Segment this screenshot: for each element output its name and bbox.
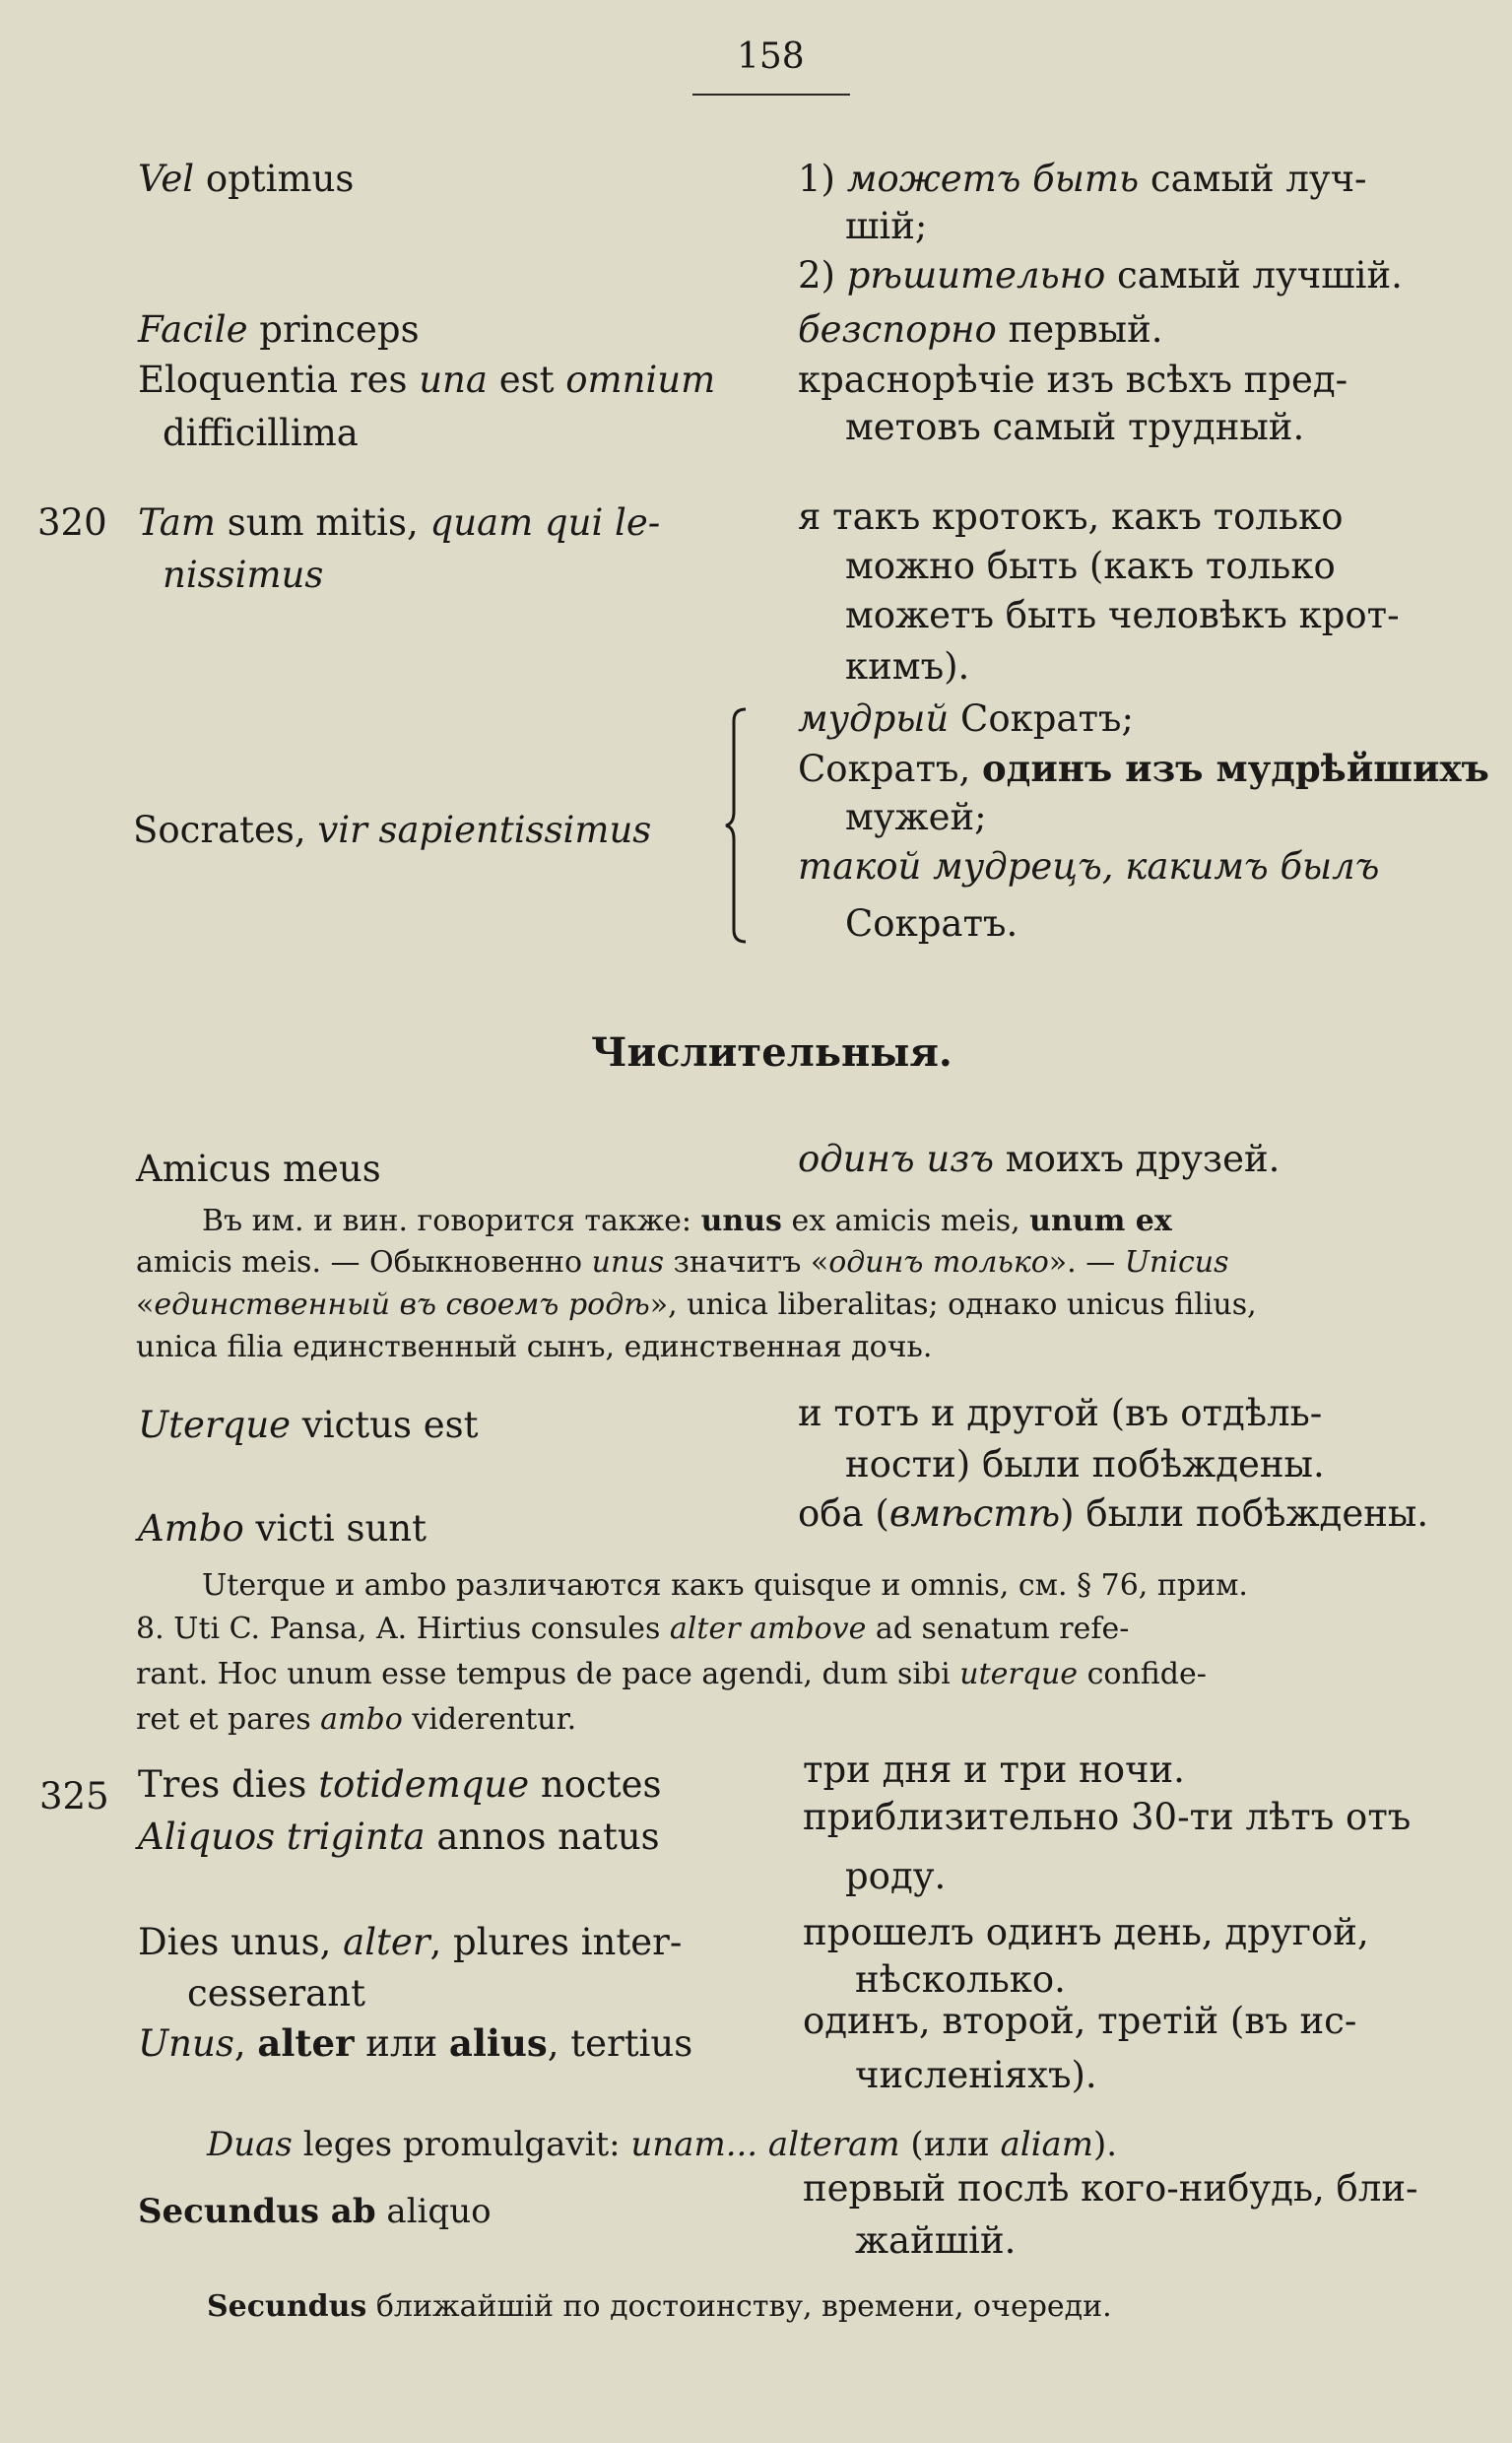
text-run: нѣсколько. <box>855 1958 1066 2001</box>
text-run: ». — <box>1048 1245 1125 1280</box>
row-dies-latin-2 <box>187 1972 365 2015</box>
row-aliquos-ru-1 <box>803 1796 1411 1839</box>
text-run: значитъ « <box>664 1245 829 1280</box>
text-run: omnium <box>565 359 716 401</box>
text-run: безспорно <box>798 308 997 351</box>
text-run: вмѣстѣ <box>888 1492 1061 1535</box>
curly-brace-icon <box>724 707 754 944</box>
text-run: Secundus <box>207 2289 367 2324</box>
row-unus-ru-2 <box>855 2054 1097 2097</box>
text-run: confide- <box>1078 1657 1207 1691</box>
text-run: difficillima <box>163 412 359 454</box>
text-run: Aliquos triginta <box>138 1816 426 1858</box>
text-run: ) были побѣждены. <box>1060 1492 1429 1535</box>
row-socrates-ru-2 <box>798 747 1489 791</box>
note-uterque-4 <box>136 1700 576 1740</box>
text-run: одинъ, второй, третій (въ ис- <box>803 2000 1357 2042</box>
text-run: мудрый <box>798 697 950 740</box>
text-run: жайшій. <box>855 2219 1017 2262</box>
row-vel-ru-2 <box>845 205 927 248</box>
row-ambo-ru <box>798 1492 1428 1536</box>
text-run: метовъ самый трудный. <box>845 406 1305 448</box>
text-run: unus <box>591 1245 664 1280</box>
note-unus-3 <box>136 1286 1257 1325</box>
text-run: », unica liberalitas; однако unicus filius, <box>649 1288 1257 1322</box>
text-run: 2) <box>798 254 847 297</box>
row-secundus-ru-1 <box>803 2167 1418 2211</box>
text-run: unus <box>700 1204 782 1238</box>
page-number: 158 <box>737 36 805 77</box>
text-run: прошелъ одинъ день, другой, <box>803 1911 1369 1953</box>
row-tres-ru <box>803 1749 1185 1792</box>
row-tam-ru-3 <box>845 594 1400 637</box>
text-run: самый лучшій. <box>1105 254 1403 297</box>
text-run: ). <box>1092 2125 1118 2164</box>
text-run: первый послѣ кого-нибудь, бли- <box>803 2167 1418 2210</box>
text-run: unica filia единственный сынъ, единственная дочь. <box>136 1330 933 1364</box>
text-run: мужей; <box>845 796 987 838</box>
text-run: , plures inter- <box>429 1921 683 1963</box>
text-run: cesserant <box>187 1972 365 2014</box>
header-rule <box>692 94 850 96</box>
text-run: или <box>354 2022 449 2065</box>
row-secundus-latin <box>138 2190 492 2233</box>
text-run: такой мудрецъ, какимъ былъ <box>798 845 1380 888</box>
row-aliquos-latin <box>138 1816 660 1859</box>
text-run: одинъ изъ <box>798 1138 995 1180</box>
text-run: ности) были побѣждены. <box>845 1443 1325 1486</box>
text-run: alter ambove <box>669 1612 867 1646</box>
row-tam-latin-2 <box>163 554 323 597</box>
text-run: una <box>419 359 488 401</box>
text-run: Unus <box>138 2022 234 2065</box>
row-socrates-ru-1 <box>798 697 1134 741</box>
text-run: моихъ друзей. <box>994 1138 1281 1180</box>
row-eloquentia-ru-1 <box>798 359 1348 402</box>
text-run: можетъ быть человѣкъ крот- <box>845 594 1400 636</box>
text-run: annos natus <box>425 1816 660 1858</box>
row-eloquentia-ru-2 <box>845 406 1304 449</box>
text-run: Dies unus, <box>138 1921 344 1963</box>
text-run: , <box>233 2022 258 2065</box>
text-run: optimus <box>194 158 355 200</box>
text-run: alter <box>257 2021 355 2065</box>
row-dies-ru-2 <box>855 1958 1066 2002</box>
text-run: Amicus meus <box>136 1148 381 1190</box>
text-run: Socrates, <box>133 809 318 851</box>
text-run: первый. <box>996 308 1163 351</box>
text-run: Duas <box>207 2125 293 2164</box>
text-run: rant. Hoc unum esse tempus de pace agendi, dum sibi <box>136 1657 960 1691</box>
row-tam-ru-2 <box>845 545 1336 588</box>
row-secundus-ru-2 <box>855 2219 1016 2263</box>
text-run: кимъ). <box>845 645 970 688</box>
row-socrates-latin <box>133 809 651 852</box>
row-uterque-ru-1 <box>798 1392 1322 1435</box>
text-run: amicis meis. — Обыкновенно <box>136 1245 592 1280</box>
text-run: alius <box>448 2021 548 2065</box>
row-facile-latin <box>138 308 420 352</box>
text-run: краснорѣчіе изъ всѣхъ пред- <box>798 359 1348 401</box>
text-run: Secundus ab <box>138 2192 376 2231</box>
text-run: Сократъ. <box>845 902 1019 945</box>
row-tres-latin <box>138 1763 661 1807</box>
text-run: Ambo <box>138 1507 244 1550</box>
text-run: sum mitis, <box>215 501 430 544</box>
note-uterque-3 <box>136 1655 1207 1694</box>
row-eloquentia-latin-2 <box>163 412 359 455</box>
note-secundus <box>207 2287 1112 2327</box>
text-run: « <box>136 1288 155 1322</box>
note-uterque-2 <box>136 1610 1129 1649</box>
text-run: Vel <box>138 158 195 200</box>
text-run: Tam <box>138 501 216 544</box>
text-run: ambo <box>320 1702 403 1737</box>
text-run: victus est <box>291 1404 479 1446</box>
row-tam-ru-1 <box>798 495 1343 539</box>
text-run: aliam <box>1000 2125 1093 2164</box>
row-aliquos-ru-2 <box>845 1855 946 1898</box>
text-run: приблизительно 30-ти лѣтъ отъ <box>803 1796 1412 1838</box>
section-heading: Числительныя. <box>591 1029 953 1076</box>
row-socrates-ru-4 <box>798 845 1379 889</box>
text-run: оба ( <box>798 1492 889 1535</box>
row-socrates-ru-5 <box>845 902 1018 946</box>
note-unus-2 <box>136 1243 1228 1283</box>
row-dies-ru-1 <box>803 1911 1369 1954</box>
text-run: ad senatum refe- <box>866 1612 1130 1646</box>
text-run: я такъ кротокъ, какъ только <box>798 495 1344 538</box>
section-number-325: 325 <box>39 1775 109 1817</box>
text-run: victi sunt <box>243 1507 427 1550</box>
row-dies-latin <box>138 1921 682 1964</box>
note-uterque-1 <box>202 1566 1248 1606</box>
text-run: (или <box>899 2125 1001 2164</box>
text-run: Unicus <box>1124 1245 1229 1280</box>
text-run: Сократъ; <box>949 697 1134 740</box>
text-run: Tres dies <box>138 1763 319 1806</box>
text-run: можетъ быть <box>846 158 1140 200</box>
row-uterque-ru-2 <box>845 1443 1325 1486</box>
text-run: можно быть (какъ только <box>845 545 1336 587</box>
row-ambo-latin <box>138 1507 427 1551</box>
text-run: leges promulgavit: <box>292 2125 631 2164</box>
row-tam-latin <box>138 501 660 545</box>
text-run: и тотъ и другой (въ отдѣль- <box>798 1392 1323 1434</box>
note-unus-1 <box>202 1202 1172 1241</box>
row-vel-ru-1 <box>798 158 1367 201</box>
row-facile-ru <box>798 308 1163 352</box>
text-run: роду. <box>845 1855 947 1897</box>
text-run: totidemque <box>318 1763 530 1806</box>
text-run: одинъ изъ мудрѣйшихъ <box>982 747 1489 790</box>
text-run: 1) <box>798 158 847 200</box>
text-run: ret et pares <box>136 1702 321 1737</box>
text-run: Сократъ, <box>798 748 982 790</box>
row-unus-ru-1 <box>803 2000 1356 2043</box>
text-run: uterque <box>959 1657 1079 1691</box>
text-run: Въ им. и вин. говорится также: <box>202 1204 701 1238</box>
text-run: ex amicis meis, <box>781 1204 1030 1238</box>
text-run: Eloquentia res <box>138 359 420 401</box>
text-run: , tertius <box>547 2022 693 2065</box>
text-run: princeps <box>247 308 420 351</box>
text-run: aliquo <box>375 2192 492 2231</box>
text-run: noctes <box>529 1763 662 1806</box>
note-unus-4 <box>136 1328 932 1367</box>
text-run: vir sapientissimus <box>317 809 652 851</box>
row-amicus-ru <box>798 1138 1280 1181</box>
row-eloquentia-latin <box>138 359 715 402</box>
text-run: численіяхъ). <box>855 2054 1097 2096</box>
row-duas <box>207 2123 1117 2166</box>
text-run: alter <box>343 1921 430 1963</box>
row-vel-ru-3 <box>798 254 1403 297</box>
text-run: Uterque и ambo различаются какъ quisque и omnis, см. § 76, прим. <box>202 1568 1248 1603</box>
row-socrates-ru-3 <box>845 796 987 839</box>
text-run: три дня и три ночи. <box>803 1749 1185 1791</box>
text-run: unam... alteram <box>630 2125 900 2164</box>
text-run: Facile <box>138 308 248 351</box>
section-number-320: 320 <box>37 501 107 544</box>
row-unus-latin <box>138 2021 692 2066</box>
text-run: одинъ только <box>828 1245 1049 1280</box>
text-run: quam qui le- <box>429 501 661 544</box>
text-run: Uterque <box>138 1404 292 1446</box>
row-vel-latin <box>138 158 354 201</box>
text-run: unum ex <box>1029 1204 1172 1238</box>
row-uterque-latin <box>138 1404 478 1447</box>
text-run: рѣшительно <box>846 254 1106 297</box>
text-run: nissimus <box>163 554 324 596</box>
text-run: шій; <box>845 205 928 247</box>
text-run: est <box>487 359 566 401</box>
text-run: единственный въ своемъ родѣ <box>154 1288 650 1322</box>
row-tam-ru-4 <box>845 645 969 689</box>
row-amicus-latin <box>136 1148 381 1191</box>
text-run: 8. Uti C. Pansa, A. Hirtius consules <box>136 1612 670 1646</box>
text-run: viderentur. <box>402 1702 577 1737</box>
text-run: ближайшій по достоинству, времени, очереди. <box>366 2289 1112 2324</box>
text-run: самый луч- <box>1139 158 1367 200</box>
